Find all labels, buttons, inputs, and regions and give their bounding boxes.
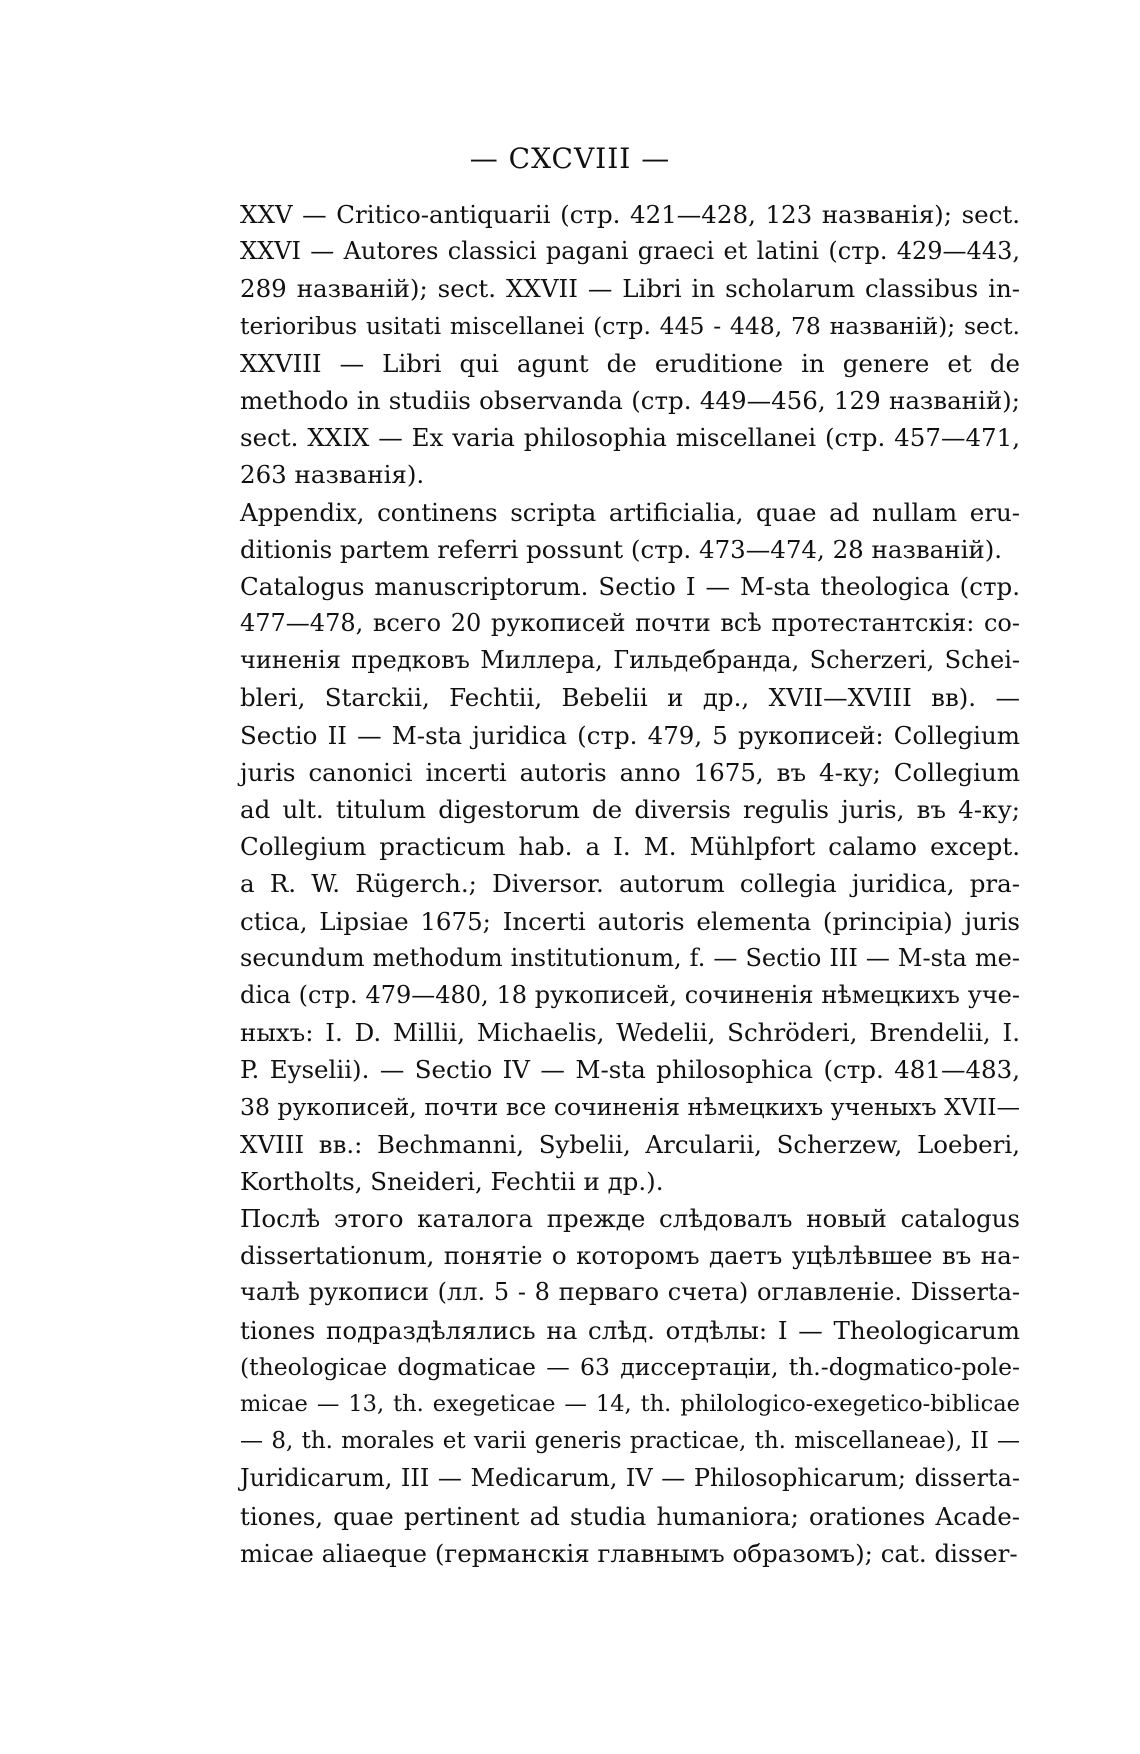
text-line: dissertationum, понятіе о которомъ даетъ уцѣлѣвшее въ на- [240,1241,1020,1271]
text-line: Kortholts, Sneideri, Fechtii и др.). [240,1166,664,1196]
text-line: (theologicae dogmaticae — 63 диссертаціи, th.-dogmatico-pole- [240,1352,1020,1381]
text-line: Послѣ этого каталога прежде слѣдовалъ новый catalogus [240,1204,1020,1234]
text-line: tiones подраздѣлялись на слѣд. отдѣлы: I — Theologicarum [240,1315,1020,1345]
text-line: ad ult. titulum digestorum de diversis regulis juris, въ 4-ку; [240,795,1020,824]
text-line: — 8, th. morales et varii generis practicae, th. miscellaneae), II — [240,1428,1020,1455]
text-line: Sectio II — M-sta juridica (стр. 479, 5 рукописей: Collegium [240,720,1020,750]
text-line: a R. W. Rügerch.; Diversor. autorum collegia juridica, pra- [240,869,1020,899]
text-line: sect. XXIX — Ex varia philosophia miscellanei (стр. 457—471, [240,423,1020,453]
text-line: Collegium practicum hab. a I. M. Mühlpfort calamo except. [240,832,1020,862]
text-line: terioribus usitati miscellanei (стр. 445 - 448, 78 названій); sect. [240,311,1020,340]
text-line: P. Eyselii). — Sectio IV — M-sta philosophica (стр. 481—483, [240,1055,1020,1085]
text-line: ditionis partem referri possunt (стр. 473—474, 28 названій). [240,534,1003,564]
text-line: 477—478, всего 20 рукописей почти всѣ протестантскія: со- [240,609,1020,638]
body-text [240,196,1020,1572]
text-line: bleri, Starckii, Fechtii, Bebelii и др., XVII—XVIII вв). — [240,683,1020,713]
text-line: XVIII вв.: Bechmanni, Sybelii, Arcularii, Scherzew, Loeberi, [240,1129,1020,1159]
text-line: XXV — Critico-antiquarii (стр. 421—428, 123 названія); sect. [240,200,1020,229]
text-line: чиненія предковъ Миллера, Гильдебранда, Scherzeri, Schei- [240,646,1020,675]
text-line: 263 названія). [240,460,425,490]
text-line: tiones, quae pertinent ad studia humaniora; orationes Acade- [240,1501,1020,1531]
text-line: secundum methodum institutionum, f. — Sectio III — M-sta me- [240,943,1020,972]
text-line: 289 названій); sect. XXVII — Libri in scholarum classibus in- [240,274,1020,304]
text-line: XXVI — Autores classici pagani graeci et latini (стр. 429—443, [240,237,1020,266]
text-line: ныхъ: I. D. Millii, Michaelis, Wedelii, Schröderi, Brendelii, I. [240,1018,1020,1048]
text-line: dica (стр. 479—480, 18 рукописей, сочиненія нѣмецкихъ уче- [240,980,1020,1009]
text-line: Juridicarum, III — Medicarum, IV — Philosophicarum; disserta- [240,1464,1020,1493]
text-line: micae aliaeque (германскія главнымъ образомъ); cat. disser- [240,1538,1018,1568]
text-line: чалѣ рукописи (лл. 5 - 8 перваго счета) оглавленіе. Disserta- [240,1278,1020,1307]
text-line: XXVIII — Libri qui agunt de eruditione in genere et de [240,348,1020,378]
text-line: juris canonici incerti autoris anno 1675, въ 4-ку; Collegium [240,757,1020,787]
text-line: Catalogus manuscriptorum. Sectio I — M-sta theologica (стр. [240,571,1020,601]
text-line: micae — 13, th. exegeticae — 14, th. philologico-exegetico-biblicae [240,1391,1020,1417]
text-line: ctica, Lipsiae 1675; Incerti autoris elementa (principia) juris [240,906,1020,936]
text-line: 38 рукописей, почти все сочиненія нѣмецкихъ ученыхъ XVII— [240,1092,1020,1121]
text-line: methodo in studiis observanda (стр. 449—456, 129 названій); [240,385,1020,415]
text-line: Appendix, continens scripta artificialia, quae ad nullam eru- [240,497,1020,527]
page-number: — CXCVIII — [469,142,671,175]
